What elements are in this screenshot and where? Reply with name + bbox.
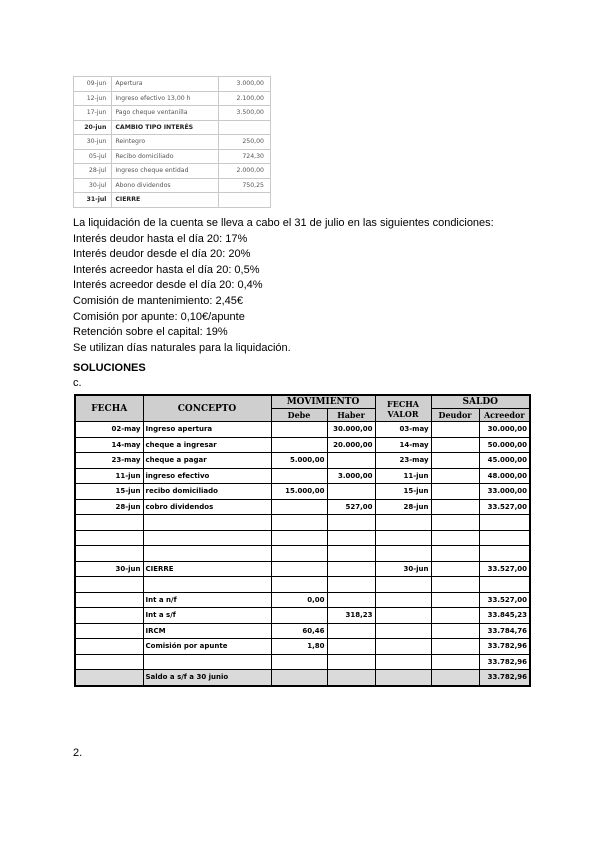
cell-concepto bbox=[143, 515, 271, 531]
cell-acreedor: 33.527,00 bbox=[479, 499, 530, 515]
row-amount: 2.000,00 bbox=[219, 164, 271, 179]
header-haber: Haber bbox=[327, 409, 375, 422]
cell-haber: 30.000,00 bbox=[327, 422, 375, 438]
cell-haber: 20.000,00 bbox=[327, 437, 375, 453]
cell-debe bbox=[271, 546, 327, 562]
cell-haber bbox=[327, 546, 375, 562]
cell-acreedor: 33.845,23 bbox=[479, 608, 530, 624]
cell-haber: 318,23 bbox=[327, 608, 375, 624]
cell-haber: 527,00 bbox=[327, 499, 375, 515]
cell-deudor bbox=[431, 592, 479, 608]
cell-haber bbox=[327, 654, 375, 670]
cell-concepto bbox=[143, 577, 271, 593]
cell-acreedor: 33.784,76 bbox=[479, 623, 530, 639]
cell-fecha-valor: 14-may bbox=[375, 437, 431, 453]
cell-acreedor: 33.782,96 bbox=[479, 670, 530, 686]
cell-concepto: ingreso efectivo bbox=[143, 468, 271, 484]
cell-concepto: cheque a pagar bbox=[143, 453, 271, 469]
cell-fecha-valor: 15-jun bbox=[375, 484, 431, 500]
table-row bbox=[75, 515, 530, 531]
cell-debe bbox=[271, 468, 327, 484]
cell-deudor bbox=[431, 623, 479, 639]
cell-concepto: Comisión por apunte bbox=[143, 639, 271, 655]
cell-debe: 0,00 bbox=[271, 592, 327, 608]
cell-concepto bbox=[143, 530, 271, 546]
cell-deudor bbox=[431, 530, 479, 546]
row-date: 09-jun bbox=[74, 77, 112, 92]
row-concept: Reintegro bbox=[112, 135, 219, 150]
cell-acreedor: 33.527,00 bbox=[479, 592, 530, 608]
row-amount: 250,00 bbox=[219, 135, 271, 150]
cell-debe bbox=[271, 515, 327, 531]
row-date: 31-jul bbox=[74, 193, 112, 208]
cell-deudor bbox=[431, 484, 479, 500]
condition-line: Interés acreedor desde el día 20: 0,4% bbox=[73, 279, 263, 292]
cell-deudor bbox=[431, 654, 479, 670]
cell-haber bbox=[327, 453, 375, 469]
cell-fecha: 11-jun bbox=[75, 468, 143, 484]
cell-fecha-valor: 23-may bbox=[375, 453, 431, 469]
row-date: 28-jul bbox=[74, 164, 112, 179]
table-row bbox=[75, 530, 530, 546]
cell-fecha: 23-may bbox=[75, 453, 143, 469]
source-row bbox=[74, 164, 271, 179]
liquidation-conditions bbox=[73, 216, 494, 356]
movements-source-table bbox=[73, 76, 271, 208]
table-row bbox=[75, 546, 530, 562]
cell-concepto: Ingreso apertura bbox=[143, 422, 271, 438]
cell-fecha-valor bbox=[375, 577, 431, 593]
cell-fecha-valor bbox=[375, 546, 431, 562]
cell-fecha-valor bbox=[375, 654, 431, 670]
cell-acreedor: 33.527,00 bbox=[479, 561, 530, 577]
table-row bbox=[75, 623, 530, 639]
table-row bbox=[75, 437, 530, 453]
cell-fecha-valor bbox=[375, 530, 431, 546]
row-amount bbox=[219, 120, 271, 135]
cell-debe: 15.000,00 bbox=[271, 484, 327, 500]
cell-debe bbox=[271, 577, 327, 593]
row-amount: 3.500,00 bbox=[219, 106, 271, 121]
row-date: 30-jun bbox=[74, 135, 112, 150]
cell-haber bbox=[327, 670, 375, 686]
row-amount: 750,25 bbox=[219, 178, 271, 193]
cell-acreedor bbox=[479, 577, 530, 593]
cell-acreedor bbox=[479, 546, 530, 562]
table-row bbox=[75, 499, 530, 515]
section-c-label: c. bbox=[73, 377, 82, 389]
row-concept: Pago cheque ventanilla bbox=[112, 106, 219, 121]
source-row bbox=[74, 178, 271, 193]
cell-fecha-valor: 03-may bbox=[375, 422, 431, 438]
cell-debe: 60,46 bbox=[271, 623, 327, 639]
cell-fecha-valor: 11-jun bbox=[375, 468, 431, 484]
cell-concepto: IRCM bbox=[143, 623, 271, 639]
cell-debe bbox=[271, 530, 327, 546]
cell-debe bbox=[271, 670, 327, 686]
cell-acreedor: 45.000,00 bbox=[479, 453, 530, 469]
header-concepto: CONCEPTO bbox=[143, 395, 271, 422]
cell-fecha-valor bbox=[375, 670, 431, 686]
row-date: 05-jul bbox=[74, 149, 112, 164]
header-fecha-valor-line1: FECHA bbox=[387, 398, 419, 409]
cell-deudor bbox=[431, 453, 479, 469]
cell-fecha-valor: 28-jun bbox=[375, 499, 431, 515]
cell-haber bbox=[327, 530, 375, 546]
cell-acreedor: 33.782,96 bbox=[479, 654, 530, 670]
condition-line: Interés deudor desde el día 20: 20% bbox=[73, 248, 251, 261]
row-concept: Recibo domiciliado bbox=[112, 149, 219, 164]
cell-fecha bbox=[75, 515, 143, 531]
cell-fecha bbox=[75, 670, 143, 686]
row-concept: CAMBIO TIPO INTERÉS bbox=[112, 120, 219, 135]
section-2-label: 2. bbox=[73, 747, 83, 759]
solutions-heading: SOLUCIONES bbox=[73, 362, 146, 374]
row-amount: 2.100,00 bbox=[219, 91, 271, 106]
table-row bbox=[75, 468, 530, 484]
cell-fecha bbox=[75, 577, 143, 593]
cell-fecha: 30-jun bbox=[75, 561, 143, 577]
source-row bbox=[74, 77, 271, 92]
cell-acreedor bbox=[479, 530, 530, 546]
source-row bbox=[74, 120, 271, 135]
cell-deudor bbox=[431, 577, 479, 593]
header-fecha-valor bbox=[375, 395, 431, 422]
cell-concepto: CIERRE bbox=[143, 561, 271, 577]
cell-fecha: 14-may bbox=[75, 437, 143, 453]
cell-deudor bbox=[431, 670, 479, 686]
source-row bbox=[74, 106, 271, 121]
cell-deudor bbox=[431, 546, 479, 562]
cell-fecha: 15-jun bbox=[75, 484, 143, 500]
cell-haber: 3.000,00 bbox=[327, 468, 375, 484]
cell-concepto bbox=[143, 654, 271, 670]
source-row bbox=[74, 193, 271, 208]
condition-line: La liquidación de la cuenta se lleva a cabo el 31 de julio en las siguientes condiciones: bbox=[73, 217, 494, 229]
cell-concepto: Saldo a s/f a 30 junio bbox=[143, 670, 271, 686]
condition-line: Comisión de mantenimiento: 2,45€ bbox=[73, 294, 243, 307]
row-concept: Ingreso cheque entidad bbox=[112, 164, 219, 179]
cell-fecha-valor bbox=[375, 592, 431, 608]
cell-fecha-valor bbox=[375, 639, 431, 655]
cell-fecha bbox=[75, 623, 143, 639]
condition-line: Retención sobre el capital: 19% bbox=[73, 326, 228, 339]
cell-concepto: Int a s/f bbox=[143, 608, 271, 624]
cell-acreedor: 48.000,00 bbox=[479, 468, 530, 484]
cell-debe bbox=[271, 422, 327, 438]
cell-haber bbox=[327, 484, 375, 500]
cell-haber bbox=[327, 623, 375, 639]
solution-table bbox=[74, 394, 531, 687]
table-row bbox=[75, 639, 530, 655]
condition-line: Interés deudor hasta el día 20: 17% bbox=[73, 232, 248, 245]
row-date: 12-jun bbox=[74, 91, 112, 106]
cell-haber bbox=[327, 592, 375, 608]
row-concept: Abono dividendos bbox=[112, 178, 219, 193]
cell-deudor bbox=[431, 422, 479, 438]
row-concept: Ingreso efectivo 13,00 h bbox=[112, 91, 219, 106]
cell-debe bbox=[271, 499, 327, 515]
cell-acreedor: 30.000,00 bbox=[479, 422, 530, 438]
cell-haber bbox=[327, 515, 375, 531]
header-deudor: Deudor bbox=[431, 409, 479, 422]
table-row bbox=[75, 422, 530, 438]
cell-deudor bbox=[431, 468, 479, 484]
cell-acreedor: 33.782,96 bbox=[479, 639, 530, 655]
cell-fecha bbox=[75, 654, 143, 670]
cell-debe bbox=[271, 608, 327, 624]
cell-fecha bbox=[75, 592, 143, 608]
cell-acreedor: 50.000,00 bbox=[479, 437, 530, 453]
source-row bbox=[74, 91, 271, 106]
table-row bbox=[75, 561, 530, 577]
table-row bbox=[75, 670, 530, 686]
cell-fecha-valor bbox=[375, 623, 431, 639]
condition-line: Se utilizan días naturales para la liquidación. bbox=[73, 341, 291, 354]
source-row bbox=[74, 149, 271, 164]
condition-line: Comisión por apunte: 0,10€/apunte bbox=[73, 310, 245, 323]
cell-fecha-valor bbox=[375, 515, 431, 531]
cell-deudor bbox=[431, 499, 479, 515]
cell-deudor bbox=[431, 639, 479, 655]
row-amount: 3.000,00 bbox=[219, 77, 271, 92]
table-row bbox=[75, 654, 530, 670]
cell-fecha: 28-jun bbox=[75, 499, 143, 515]
cell-debe bbox=[271, 654, 327, 670]
cell-deudor bbox=[431, 608, 479, 624]
cell-concepto: Int a n/f bbox=[143, 592, 271, 608]
condition-line: Interés acreedor hasta el día 20: 0,5% bbox=[73, 263, 260, 276]
table-row bbox=[75, 453, 530, 469]
row-concept: Apertura bbox=[112, 77, 219, 92]
row-date: 20-jun bbox=[74, 120, 112, 135]
table-row bbox=[75, 484, 530, 500]
cell-concepto: cobro dividendos bbox=[143, 499, 271, 515]
cell-acreedor: 33.000,00 bbox=[479, 484, 530, 500]
header-acreedor: Acreedor bbox=[479, 409, 530, 422]
table-row bbox=[75, 592, 530, 608]
cell-haber bbox=[327, 561, 375, 577]
cell-fecha-valor bbox=[375, 608, 431, 624]
cell-concepto bbox=[143, 546, 271, 562]
cell-haber bbox=[327, 577, 375, 593]
header-fecha: FECHA bbox=[75, 395, 143, 422]
header-saldo: SALDO bbox=[431, 395, 530, 409]
cell-debe bbox=[271, 437, 327, 453]
cell-fecha: 02-may bbox=[75, 422, 143, 438]
cell-fecha bbox=[75, 546, 143, 562]
cell-debe: 5.000,00 bbox=[271, 453, 327, 469]
row-amount: 724,30 bbox=[219, 149, 271, 164]
cell-debe bbox=[271, 561, 327, 577]
row-date: 30-jul bbox=[74, 178, 112, 193]
source-row bbox=[74, 135, 271, 150]
table-row bbox=[75, 577, 530, 593]
cell-deudor bbox=[431, 561, 479, 577]
row-amount bbox=[219, 193, 271, 208]
cell-deudor bbox=[431, 437, 479, 453]
cell-fecha bbox=[75, 639, 143, 655]
cell-haber bbox=[327, 639, 375, 655]
header-fecha-valor-line2: VALOR bbox=[387, 408, 419, 419]
cell-fecha bbox=[75, 530, 143, 546]
header-movimiento: MOVIMIENTO bbox=[271, 395, 375, 409]
cell-deudor bbox=[431, 515, 479, 531]
table-row bbox=[75, 608, 530, 624]
row-date: 17-jun bbox=[74, 106, 112, 121]
cell-debe: 1,80 bbox=[271, 639, 327, 655]
cell-fecha bbox=[75, 608, 143, 624]
cell-concepto: recibo domiciliado bbox=[143, 484, 271, 500]
header-debe: Debe bbox=[271, 409, 327, 422]
cell-concepto: cheque a ingresar bbox=[143, 437, 271, 453]
cell-acreedor bbox=[479, 515, 530, 531]
row-concept: CIERRE bbox=[112, 193, 219, 208]
cell-fecha-valor: 30-jun bbox=[375, 561, 431, 577]
